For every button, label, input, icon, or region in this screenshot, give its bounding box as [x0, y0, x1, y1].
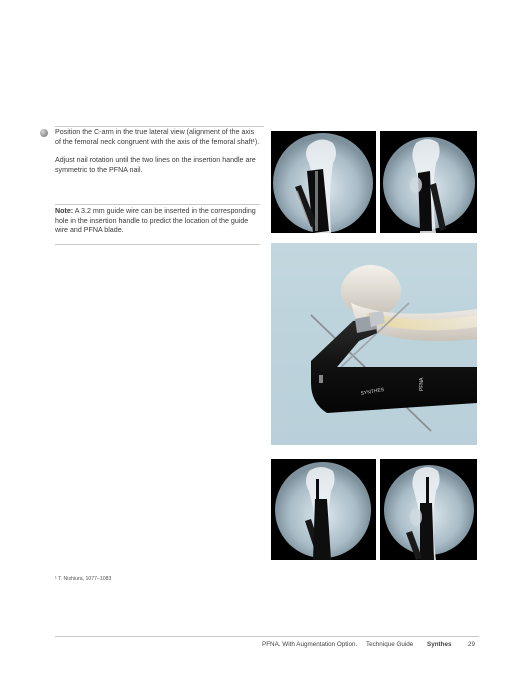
- insertion-handle-illustration: [271, 243, 477, 445]
- footer-brand: Synthes: [427, 641, 452, 648]
- footnote: ¹ T. Nishiura, 1077–1083: [55, 576, 112, 582]
- xray-image-lateral-1: [271, 131, 376, 233]
- xray-lateral-4-graphic: [380, 459, 477, 560]
- page-number: 29: [468, 641, 476, 648]
- footer-subtitle: Technique Guide: [366, 641, 414, 648]
- footer-title: PFNA. With Augmentation Option.: [262, 641, 358, 648]
- top-rule: [55, 126, 264, 127]
- footer-rule: [55, 636, 479, 637]
- handle-marking-synthes: SYNTHES: [360, 386, 385, 397]
- handle-marking-pfna: PFNA: [419, 377, 425, 391]
- note-bottom-rule: [55, 244, 260, 245]
- xray-lateral-2-graphic: [380, 131, 477, 233]
- xray-lateral-3-graphic: [271, 459, 376, 560]
- insertion-handle-graphic: [271, 243, 477, 445]
- xray-image-lateral-3: [271, 459, 376, 560]
- instruction-text: [55, 128, 260, 184]
- xray-lateral-1-graphic: [271, 131, 376, 233]
- bullet-icon: [40, 129, 48, 137]
- xray-image-lateral-4: [380, 459, 477, 560]
- note-label: Note:: [55, 207, 74, 215]
- instruction-paragraph-1: Position the C-arm in the true lateral view (alignment of the axis of the femoral neck congruent with the axis of the femoral shaft¹).: [55, 128, 260, 146]
- instruction-paragraph-2: Adjust nail rotation until the two lines on the insertion handle are symmetric to the PFNA nail.: [55, 156, 256, 174]
- note-block: [55, 207, 260, 236]
- note-top-rule: [55, 204, 260, 205]
- note-text: A 3.2 mm guide wire can be inserted in the corresponding hole in the insertion handle to predict the location of the guide wire and PFNA blade.: [55, 207, 256, 235]
- xray-image-lateral-2: [380, 131, 477, 233]
